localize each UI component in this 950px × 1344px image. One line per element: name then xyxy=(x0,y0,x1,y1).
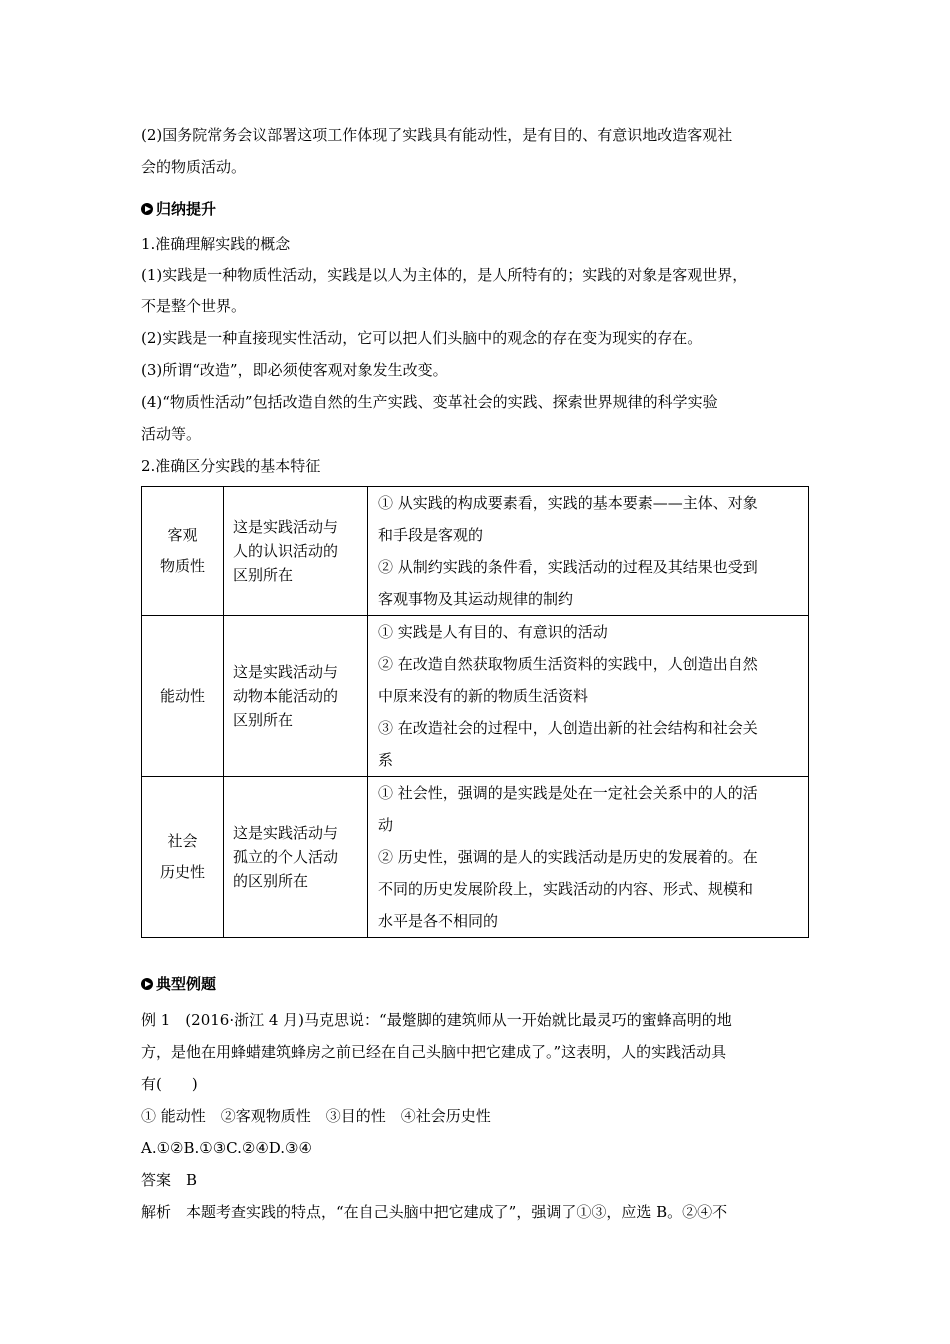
paragraph-1-line-2: 不是整个世界。 xyxy=(141,297,247,315)
paragraph-3: (3)所谓“改造”，即必须使客观对象发生改变。 xyxy=(141,361,448,379)
feature-name-cell: 客观 物质性 xyxy=(142,487,224,616)
practice-features-table xyxy=(141,486,809,938)
section-title: 归纳提升 xyxy=(156,200,217,218)
play-circle-icon xyxy=(141,203,153,215)
intro-line-2: 会的物质活动。 xyxy=(141,158,247,176)
paragraph-2: (2)实践是一种直接现实性活动，它可以把人们头脑中的观念的存在变为现实的存在。 xyxy=(141,329,703,347)
item-2-title: 2.准确区分实践的基本特征 xyxy=(141,457,321,475)
table-row xyxy=(142,487,809,616)
paragraph-4-line-2: 活动等。 xyxy=(141,425,202,443)
feature-points-cell: ① 从实践的构成要素看，实践的基本要素——主体、对象 和手段是客观的 ② 从制约实践的条件看，实践活动的过程及其结果也受到 客观事物及其运动规律的制约 xyxy=(368,487,809,616)
feature-difference-cell: 这是实践活动与 动物本能活动的 区别所在 xyxy=(224,616,368,777)
section-heading-summary xyxy=(141,198,216,220)
analysis-line: 解析 本题考查实践的特点，“在自己头脑中把它建成了”，强调了①③，应选 B。②④不 xyxy=(141,1203,728,1221)
paragraph-4-line-1: (4)“物质性活动”包括改造自然的生产实践、变革社会的实践、探索世界规律的科学实验 xyxy=(141,393,718,411)
feature-name-cell: 社会 历史性 xyxy=(142,777,224,938)
table-row xyxy=(142,777,809,938)
play-circle-icon xyxy=(141,978,153,990)
question-line-3: 有( ) xyxy=(141,1075,198,1093)
question-line-1: 例 1 (2016·浙江 4 月)马克思说：“最蹩脚的建筑师从一开始就比最灵巧的蜜蜂高明的地 xyxy=(141,1011,732,1029)
paragraph-1-line-1: (1)实践是一种物质性活动，实践是以人为主体的，是人所特有的；实践的对象是客观世界， xyxy=(141,266,748,284)
item-1-title: 1.准确理解实践的概念 xyxy=(141,235,291,253)
table-row xyxy=(142,616,809,777)
question-choices: A.①②B.①③C.②④D.③④ xyxy=(141,1139,312,1157)
feature-name-cell: 能动性 xyxy=(142,616,224,777)
section-title: 典型例题 xyxy=(156,975,217,993)
feature-points-cell: ① 社会性，强调的是实践是处在一定社会关系中的人的活 动 ② 历史性，强调的是人的实践活动是历史的发展着的。在 不同的历史发展阶段上，实践活动的内容、形式、规模和 水平是各不相同的 xyxy=(368,777,809,938)
feature-points-cell: ① 实践是人有目的、有意识的活动 ② 在改造自然获取物质生活资料的实践中，人创造出自然 中原来没有的新的物质生活资料 ③ 在改造社会的过程中，人创造出新的社会结构和社会关 系 xyxy=(368,616,809,777)
intro-line-1: (2)国务院常务会议部署这项工作体现了实践具有能动性，是有目的、有意识地改造客观社 xyxy=(141,126,733,144)
section-heading-examples xyxy=(141,973,216,995)
question-options: ① 能动性 ②客观物质性 ③目的性 ④社会历史性 xyxy=(141,1107,491,1125)
feature-difference-cell: 这是实践活动与 人的认识活动的 区别所在 xyxy=(224,487,368,616)
question-line-2: 方，是他在用蜂蜡建筑蜂房之前已经在自己头脑中把它建成了。”这表明，人的实践活动具 xyxy=(141,1043,727,1061)
answer-line: 答案 B xyxy=(141,1171,198,1189)
feature-difference-cell: 这是实践活动与 孤立的个人活动 的区别所在 xyxy=(224,777,368,938)
